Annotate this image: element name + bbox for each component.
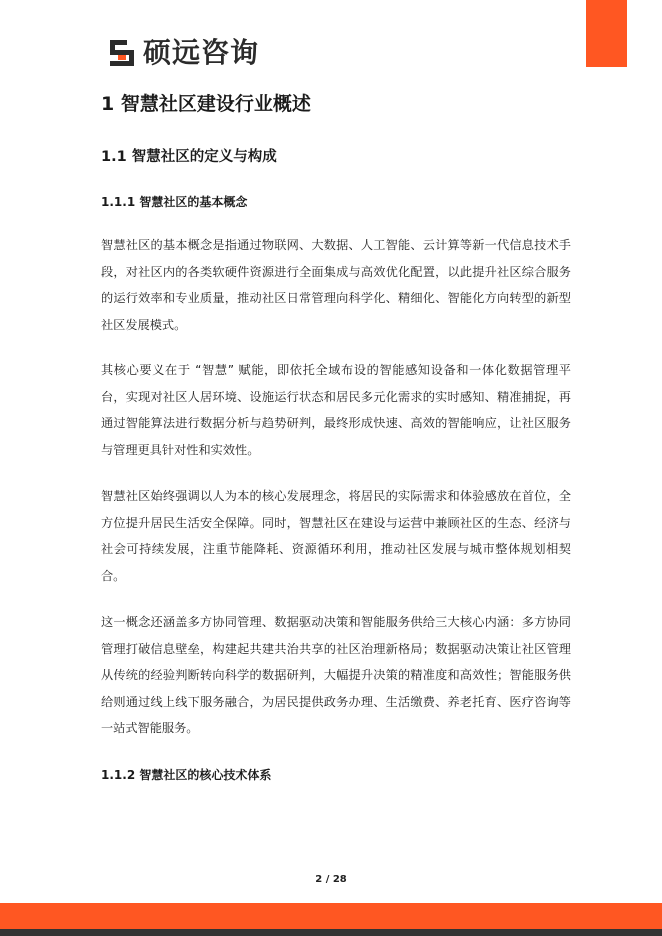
footer-accent-bar bbox=[0, 903, 662, 929]
page-number: 2 / 28 bbox=[315, 874, 347, 885]
brand-name: 硕远咨询 bbox=[143, 36, 260, 69]
paragraph-4: 这一概念还涵盖多方协同管理、数据驱动决策和智能服务供给三大核心内涵：多方协同管理打破信息壁垒，构建起共建共治共享的社区治理新格局；数据驱动决策让社区管理从传统的经验判断转向科学的数据研判，大幅提升决策的精准度和高效性；智能服务供给则通过线上线下服务融合，为居民提供政务办理、生活缴费、养老托育、医疗咨询等一站式智能服务。 bbox=[101, 615, 571, 735]
brand-logo-icon bbox=[107, 38, 137, 68]
heading-level-2: 1.1 智慧社区的定义与构成 bbox=[101, 149, 277, 165]
heading-level-1: 1 智慧社区建设行业概述 bbox=[101, 93, 311, 115]
paragraph-1: 智慧社区的基本概念是指通过物联网、大数据、人工智能、云计算等新一代信息技术手段，对社区内的各类软硬件资源进行全面集成与高效优化配置，以此提升社区综合服务的运行效率和专业质量，推动社区日常管理向科学化、精细化、智能化方向转型的新型社区发展模式。 bbox=[101, 238, 571, 332]
brand-header bbox=[107, 37, 259, 69]
paragraph-3: 智慧社区始终强调以人为本的核心发展理念，将居民的实际需求和体验感放在首位，全方位提升居民生活安全保障。同时，智慧社区在建设与运营中兼顾社区的生态、经济与社会可持续发展，注重节能降耗、资源循环利用，推动社区发展与城市整体规划相契合。 bbox=[101, 489, 571, 583]
heading-level-3-basic-concept: 1.1.1 智慧社区的基本概念 bbox=[101, 195, 248, 209]
footer-dark-strip bbox=[0, 929, 662, 936]
paragraph-2: 其核心要义在于 “智慧” 赋能，即依托全域布设的智能感知设备和一体化数据管理平台，实现对社区人居环境、设施运行状态和居民多元化需求的实时感知、精准捕捉，再通过智能算法进行数据分析与趋势研判，最终形成快速、高效的智能响应，让社区服务与管理更具针对性和实效性。 bbox=[101, 363, 571, 457]
heading-level-3-tech-system: 1.1.2 智慧社区的核心技术体系 bbox=[101, 768, 272, 782]
corner-accent-tab bbox=[586, 0, 627, 67]
